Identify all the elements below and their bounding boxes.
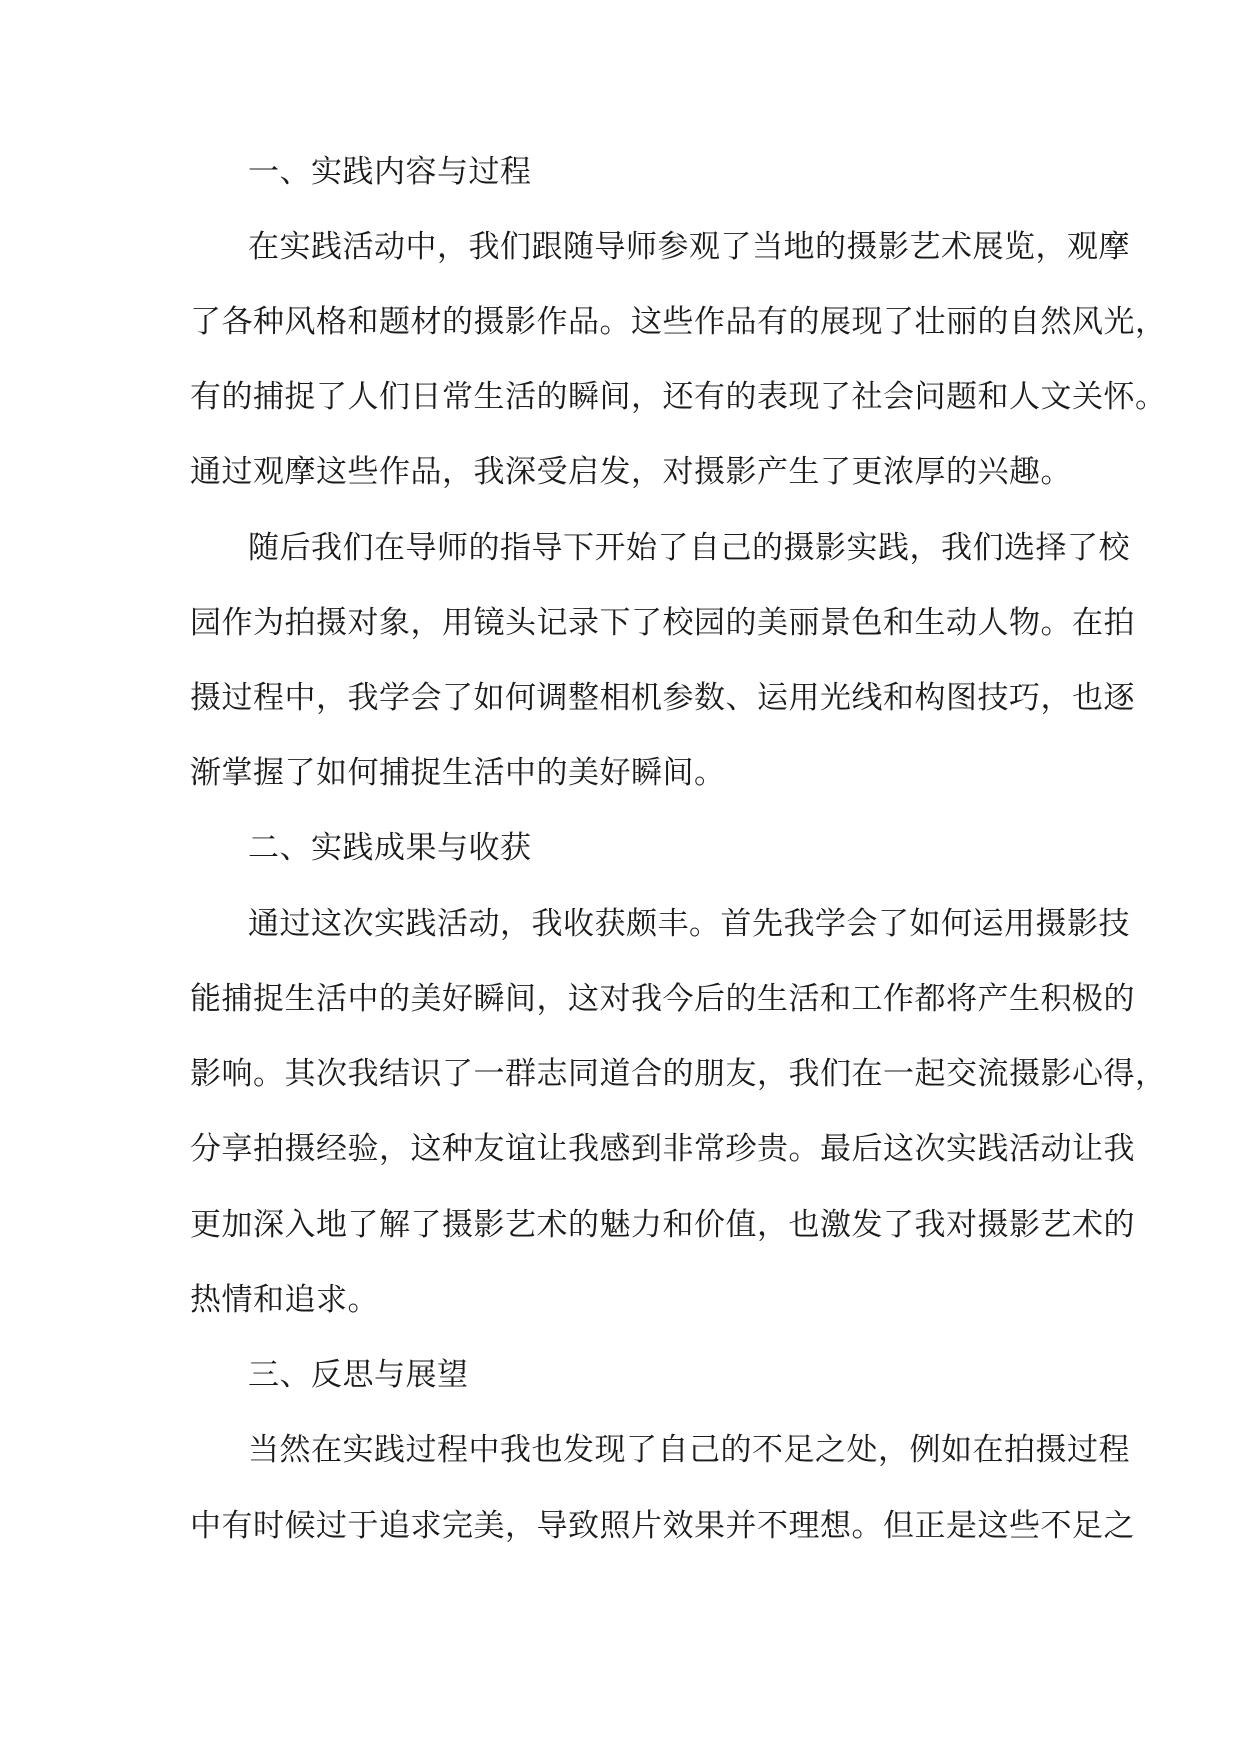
paragraph-line: 中有时候过于追求完美，导致照片效果并不理想。但正是这些不足之 bbox=[190, 1508, 1135, 1544]
paragraph-line: 热情和追求。 bbox=[190, 1282, 379, 1318]
paragraph-line: 影响。其次我结识了一群志同道合的朋友，我们在一起交流摄影心得， bbox=[190, 1056, 1167, 1092]
paragraph-line: 分享拍摄经验，这种友谊让我感到非常珍贵。最后这次实践活动让我 bbox=[190, 1131, 1135, 1167]
paragraph-line: 当然在实践过程中我也发现了自己的不足之处，例如在拍摄过程 bbox=[248, 1432, 1130, 1468]
paragraph-line: 更加深入地了解了摄影艺术的魅力和价值，也激发了我对摄影艺术的 bbox=[190, 1207, 1135, 1243]
paragraph-line: 了各种风格和题材的摄影作品。这些作品有的展现了壮丽的自然风光， bbox=[190, 304, 1167, 340]
paragraph-line: 渐掌握了如何捕捉生活中的美好瞬间。 bbox=[190, 755, 726, 791]
section-heading: 一、实践内容与过程 bbox=[248, 154, 532, 190]
paragraph-line: 能捕捉生活中的美好瞬间，这对我今后的生活和工作都将产生积极的 bbox=[190, 981, 1135, 1017]
paragraph-line: 通过观摩这些作品，我深受启发，对摄影产生了更浓厚的兴趣。 bbox=[190, 454, 1072, 490]
paragraph-line: 摄过程中，我学会了如何调整相机参数、运用光线和构图技巧，也逐 bbox=[190, 680, 1135, 716]
section-heading: 二、实践成果与收获 bbox=[248, 830, 532, 866]
paragraph-line: 在实践活动中，我们跟随导师参观了当地的摄影艺术展览，观摩 bbox=[248, 229, 1130, 265]
paragraph-line: 有的捕捉了人们日常生活的瞬间，还有的表现了社会问题和人文关怀。 bbox=[190, 379, 1167, 415]
section-heading: 三、反思与展望 bbox=[248, 1357, 469, 1393]
paragraph-line: 随后我们在导师的指导下开始了自己的摄影实践，我们选择了校 bbox=[248, 530, 1130, 566]
paragraph-line: 通过这次实践活动，我收获颇丰。首先我学会了如何运用摄影技 bbox=[248, 906, 1130, 942]
paragraph-line: 园作为拍摄对象，用镜头记录下了校园的美丽景色和生动人物。在拍 bbox=[190, 605, 1135, 641]
